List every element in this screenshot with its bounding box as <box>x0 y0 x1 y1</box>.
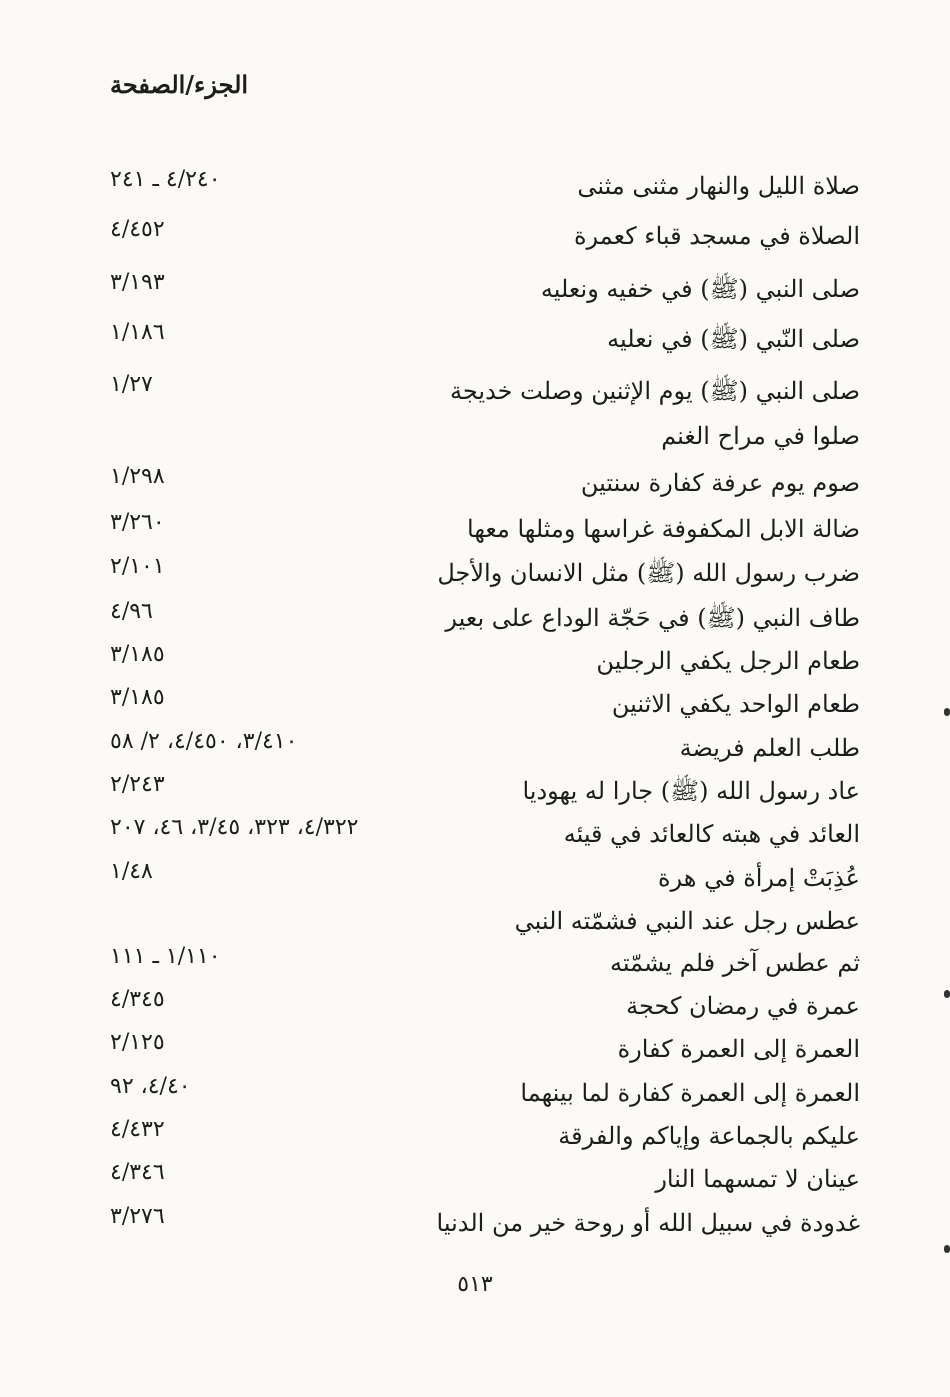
hadith-text: ضالة الابل المكفوفة غراسها ومثلها معها <box>467 515 860 543</box>
index-entry <box>100 640 860 682</box>
hadith-text: طعام الرجل يكفي الرجلين <box>596 647 860 675</box>
hadith-text: عليكم بالجماعة وإياكم والفرقة <box>558 1122 860 1150</box>
index-entry <box>100 552 860 594</box>
volume-page-ref: ٣/٢٦٠ <box>110 510 165 535</box>
hadith-text: العمرة إلى العمرة كفارة <box>617 1035 860 1063</box>
hadith-text: عينان لا تمسهما النار <box>655 1165 860 1193</box>
index-entry <box>100 165 860 207</box>
volume-page-ref: ٤/٣٤٦ <box>110 1160 165 1185</box>
hadith-text: عطس رجل عند النبي فشمّته النبي <box>514 907 860 935</box>
scan-mark <box>944 708 950 716</box>
hadith-text: صلوا في مراح الغنم <box>661 422 860 450</box>
index-entry <box>100 462 860 504</box>
index-entry <box>100 597 860 639</box>
hadith-text: طاف النبي (ﷺ) في حَجّة الوداع على بعير <box>445 604 860 632</box>
volume-page-ref: ١/٢٧ <box>110 372 153 397</box>
index-entry <box>100 727 860 769</box>
hadith-text: غدودة في سبيل الله أو روحة خير من الدنيا <box>436 1209 860 1237</box>
hadith-text: ثم عطس آخر فلم يشمّته <box>610 949 860 977</box>
volume-page-ref: ١/١٨٦ <box>110 320 165 345</box>
hadith-text: عاد رسول الله (ﷺ) جارا له يهوديا <box>522 777 860 805</box>
index-entry <box>100 683 860 725</box>
volume-page-ref: ٤/٤٥٢ <box>110 217 165 242</box>
index-entry <box>100 268 860 310</box>
index-entry <box>100 1202 860 1244</box>
hadith-text: صلاة الليل والنهار مثنى مثنى <box>577 172 860 200</box>
volume-page-ref: ٤/٩٦ <box>110 599 153 624</box>
hadith-text: الصلاة في مسجد قباء كعمرة <box>573 222 860 250</box>
hadith-text: العمرة إلى العمرة كفارة لما بينهما <box>520 1079 860 1107</box>
index-entry <box>100 857 860 899</box>
scan-mark <box>944 1245 950 1253</box>
volume-page-ref: ٤/٤٠، ٩٢ <box>110 1074 191 1099</box>
hadith-text: صوم يوم عرفة كفارة سنتين <box>580 469 860 497</box>
page-number: ٥١٣ <box>457 1272 493 1297</box>
hadith-text: طعام الواحد يكفي الاثنين <box>611 690 860 718</box>
hadith-text: صلى النبي (ﷺ) في خفيه ونعليه <box>540 275 860 303</box>
volume-page-ref: ١/٤٨ <box>110 859 153 884</box>
scan-mark <box>944 990 950 998</box>
index-entry <box>100 1158 860 1200</box>
volume-page-ref: ٤/٤٣٢ <box>110 1117 165 1142</box>
hadith-text: عمرة في رمضان كحجة <box>626 992 860 1020</box>
volume-page-ref: ٣/١٩٣ <box>110 270 165 295</box>
index-entry <box>100 942 860 984</box>
volume-page-ref: ٤/٢٤٠ ـ ٢٤١ <box>110 167 221 192</box>
index-entry <box>100 813 860 855</box>
index-entry <box>100 318 860 360</box>
hadith-text: صلى النبي (ﷺ) يوم الإثنين وصلت خديجة <box>450 377 860 405</box>
hadith-text: ضرب رسول الله (ﷺ) مثل الانسان والأجل <box>437 559 860 587</box>
volume-page-ref: ٢/١٠١ <box>110 554 165 579</box>
volume-page-ref: ٢/٢٤٣ <box>110 772 165 797</box>
index-entry <box>100 1115 860 1157</box>
volume-page-ref: ٣/٢٧٦ <box>110 1204 165 1229</box>
hadith-text: صلى النّبي (ﷺ) في نعليه <box>607 325 860 353</box>
index-entry <box>100 508 860 550</box>
index-entry <box>100 1072 860 1114</box>
hadith-text: العائد في هبته كالعائد في قيئه <box>563 820 860 848</box>
index-entry <box>100 770 860 812</box>
volume-page-ref: ٢/١٢٥ <box>110 1030 165 1055</box>
volume-page-ref: ٣/٤١٠، ٤/٤٥٠، ٢/ ٥٨ <box>110 729 298 754</box>
index-entry <box>100 985 860 1027</box>
volume-page-ref: ٤/٣٤٥ <box>110 987 165 1012</box>
hadith-text: طلب العلم فريضة <box>679 734 860 762</box>
index-entry <box>100 415 860 457</box>
volume-page-ref: ١/١١٠ ـ ١١١ <box>110 944 221 969</box>
index-entry <box>100 370 860 412</box>
index-entry <box>100 215 860 257</box>
volume-page-ref: ١/٢٩٨ <box>110 464 165 489</box>
volume-page-ref: ٣/١٨٥ <box>110 642 165 667</box>
volume-page-ref: ٣/١٨٥ <box>110 685 165 710</box>
index-entry <box>100 1028 860 1070</box>
column-header: الجزء/الصفحة <box>110 70 249 99</box>
hadith-text: عُذِبَتْ إمرأة في هرة <box>657 864 860 892</box>
volume-page-ref: ٤/٣٢٢، ٣٢٣، ٣/٤٥، ٤٦، ٢٠٧ <box>110 815 359 840</box>
